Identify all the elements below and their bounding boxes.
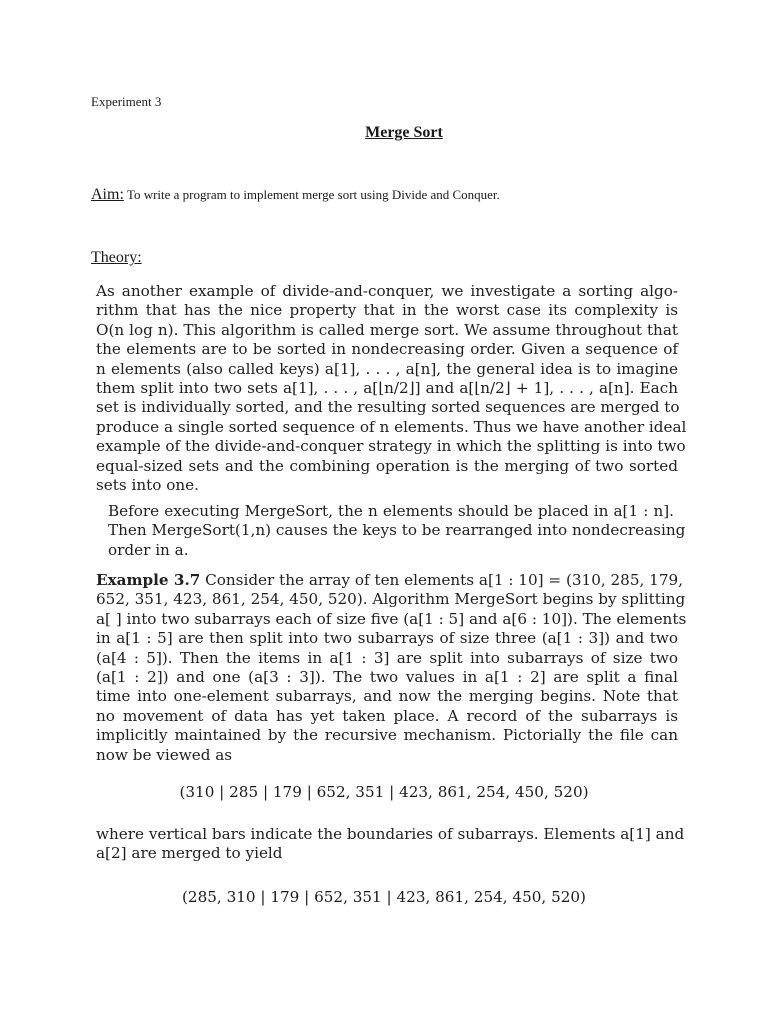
text-line: them split into two sets a[1], . . . , a[⌊n/2⌋] and a[⌊n/2⌋ + 1], . . . , a[n]. Each	[96, 379, 678, 398]
text-line: sets into one.	[96, 476, 199, 495]
text-line: now be viewed as	[96, 745, 233, 764]
text-line: example of the divide-and-conquer strategy in which the splitting is into two	[96, 437, 686, 456]
text-line: n elements (also called keys) a[1], . . . , a[n], the general idea is to imagine	[96, 359, 678, 378]
text-line: a[ ] into two subarrays each of size five (a[1 : 5] and a[6 : 10]). The elements	[96, 609, 687, 628]
example-paragraph	[96, 571, 687, 765]
text-line: in a[1 : 5] are then split into two subarrays of size three (a[1 : 3]) and two	[96, 629, 678, 648]
text-line: the elements are to be sorted in nondecreasing order. Given a sequence of	[96, 340, 678, 359]
text-line: equal-sized sets and the combining operation is the merging of two sorted	[96, 456, 678, 475]
example-label: Example 3.7	[96, 571, 201, 589]
merge-paragraph	[96, 825, 685, 864]
text-line: Before executing MergeSort, the n elements should be placed in a[1 : n].	[108, 502, 674, 520]
aim-statement	[91, 186, 500, 204]
text-line: (a[4 : 5]). Then the items in a[1 : 3] are split into subarrays of size two	[96, 648, 678, 667]
experiment-label: Experiment 3	[91, 94, 162, 109]
page-title: Merge Sort	[365, 124, 443, 141]
mergesort-note	[108, 502, 686, 560]
text-line: Then MergeSort(1,n) causes the keys to be rearranged into nondecreasing	[108, 521, 686, 540]
theory-heading: Theory:	[91, 249, 142, 266]
aim-text: To write a program to implement merge sort using Divide and Conquer.	[123, 187, 500, 202]
text-line: rithm that has the nice property that in the worst case its complexity is	[96, 301, 678, 320]
text-line: O(n log n). This algorithm is called merge sort. We assume throughout that	[96, 320, 678, 339]
subarray-display: (310 | 285 | 179 | 652, 351 | 423, 861, 254, 450, 520)	[179, 783, 589, 801]
theory-paragraph	[96, 282, 687, 495]
aim-label: Aim:	[91, 186, 124, 203]
text-line: produce a single sorted sequence of n elements. Thus we have another ideal	[96, 417, 687, 436]
text-line: implicitly maintained by the recursive mechanism. Pictorially the file can	[96, 726, 678, 745]
text-line: time into one-element subarrays, and now the merging begins. Note that	[96, 687, 678, 706]
text-line: order in a.	[108, 540, 189, 559]
text-line: As another example of divide-and-conquer, we investigate a sorting algo-	[96, 282, 678, 300]
text-segment: Consider the array of ten elements a[1 : 10] = (310, 285, 179,	[200, 571, 683, 589]
text-line: (a[1 : 2]) and one (a[3 : 3]). The two values in a[1 : 2] are split a final	[96, 668, 678, 687]
text-line: 652, 351, 423, 861, 254, 450, 520). Algorithm MergeSort begins by splitting	[96, 590, 686, 609]
text-line	[96, 571, 683, 590]
text-line: no movement of data has yet taken place. A record of the subarrays is	[96, 706, 678, 725]
text-line: a[2] are merged to yield	[96, 844, 283, 863]
merged-display: (285, 310 | 179 | 652, 351 | 423, 861, 254, 450, 520)	[182, 888, 586, 906]
text-line: set is individually sorted, and the resulting sorted sequences are merged to	[96, 398, 680, 417]
text-line: where vertical bars indicate the boundaries of subarrays. Elements a[1] and	[96, 825, 685, 843]
